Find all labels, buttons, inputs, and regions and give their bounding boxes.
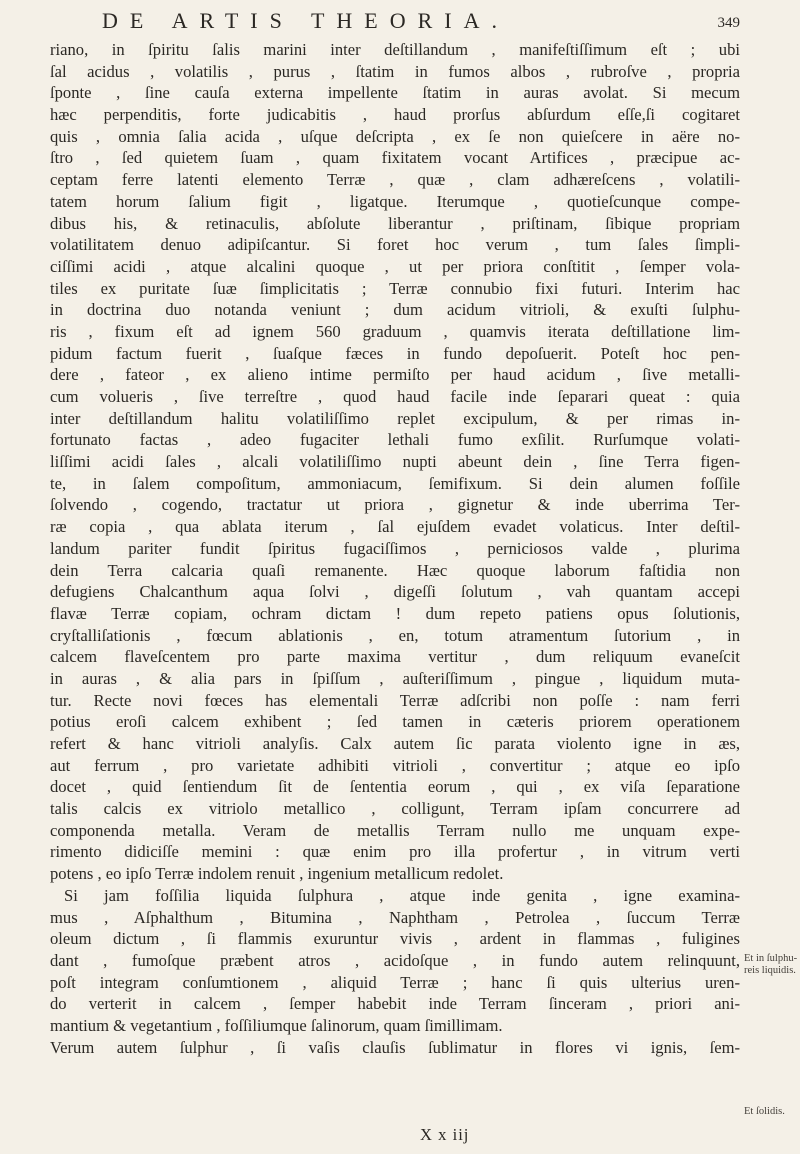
margin-note: Et ſolidis. — [744, 1106, 785, 1117]
text-line: in doctrina duo notanda veniunt ; dum acidum vitrioli, & exuſti ſulphu- — [50, 300, 740, 320]
text-line: dein Terra calcaria quaſi remanente. Hæc quoque laborum faſtidia non — [50, 560, 740, 580]
text-line: componenda metalla. Veram de metallis Terram nullo me unquam expe- — [50, 820, 740, 840]
text-line: cryſtalliſationis , fœcum ablationis , en, totum atramentum ſutorium , in — [50, 625, 740, 645]
page-header — [50, 6, 740, 40]
text-line: Si jam foſſilia liquida ſulphura , atque inde genita , igne examina- — [64, 885, 740, 905]
text-line: landum pariter fundit ſpiritus fugaciſſimos , perniciosos valde , plurima — [50, 538, 740, 558]
text-line: quis , omnia ſalia acida , uſque deſcripta , ex ſe non quieſcere in aëre no- — [50, 126, 740, 146]
text-line: ſolvendo , cogendo, tractatur ut priora , gignetur & inde uberrima Ter- — [50, 495, 740, 515]
text-line: oleum dictum , ſi flammis exuruntur vivis , ardent in flammas , fuligines — [50, 929, 740, 949]
text-line: dant , fumoſque præbent atros , acidoſque , in fundo autem relinquunt, — [50, 950, 740, 970]
text-line: mus , Aſphalthum , Bitumina , Naphtham , Petrolea , ſuccum Terræ — [50, 907, 740, 927]
signature-mark: X x iij — [420, 1125, 470, 1144]
text-line: flavæ Terræ copiam, ochram dictam ! dum repeto patiens opus ſolutionis, — [50, 603, 740, 623]
text-line: inter deſtillandum halitu volatiliſſimo replet excipulum, & per rimas in- — [50, 408, 740, 428]
text-line: poſt integram conſumtionem , aliquid Terræ ; hanc ſi quis ulterius uren- — [50, 972, 740, 992]
margin-note: Et in ſulphu-reis liquidis. — [744, 953, 798, 976]
text-line: aut ferrum , pro varietate adhibiti vitrioli , convertitur ; atque eo ipſo — [50, 755, 740, 775]
text-line: riano, in ſpiritu ſalis marini inter deſtillandum , manifeſtiſſimum eſt ; ubi — [50, 40, 740, 59]
text-line: tatem horum ſalium figit , ligatque. Iterumque , quotieſcunque compe- — [50, 191, 740, 211]
text-line: ſponte , ſine cauſa externa impellente ſtatim in auras avolat. Si mecum — [50, 83, 740, 103]
body-text — [50, 39, 740, 1058]
text-line: defugiens Chalcanthum aqua ſolvi , digeſſi ſolutum , vah quantam accepi — [50, 582, 740, 602]
text-line: dere , fateor , ex alieno intime permiſto per haud acidum , ſive metalli- — [50, 365, 740, 385]
text-line: ceptam ferre latenti elemento Terræ , quæ , clam adhæreſcens , volatili- — [50, 170, 740, 190]
text-line: docet , quid ſentiendum ſit de ſententia eorum , qui , ex viſa ſeparatione — [50, 777, 740, 797]
text-line: ſtro , ſed quietem ſuam , quam fixitatem vocant Artifices , præcipue ac- — [50, 148, 740, 168]
text-line: te, in ſalem compoſitum, ammoniacum, ſemifixum. Si dein alumen foſſile — [50, 473, 740, 493]
text-line: hæc perpenditis, forte judicabitis , haud prorſus abſurdum eſſe,ſi cogitaret — [50, 105, 740, 125]
text-line: Verum autem ſulphur , ſi vaſis clauſis ſublimatur in flores vi ignis, ſem- — [50, 1037, 740, 1057]
text-line: liſſimi acidi ſales , alcali volatiliſſimo nupti abeunt dein , ſine Terra figen- — [50, 452, 740, 472]
text-line: potens , eo ipſo Terræ indolem renuit , ingenium metallicum redolet. — [50, 864, 504, 884]
text-line: potius eroſi calcem exhibent ; ſed tamen in cæteris priorem operationem — [50, 712, 740, 732]
text-line: mantium & vegetantium , foſſiliumque ſalinorum, quam ſimillimam. — [50, 1015, 503, 1035]
text-line: dibus his, & retinaculis, abſolute liberantur , priſtinam, ſibique propriam — [50, 213, 740, 233]
text-line: ciſſimi acidi , atque alcalini quoque , ut per priora conſtitit , ſemper vola- — [50, 256, 740, 276]
text-line: ſal acidus , volatilis , purus , ſtatim in fumos albos , rubroſve , propria — [50, 61, 740, 81]
text-line: talis calcis ex vitriolo metallico , colligunt, Terram ipſam concurrere ad — [50, 799, 740, 819]
text-line: tur. Recte novi fœces has elementali Terræ adſcribi non poſſe : nam ferri — [50, 690, 740, 710]
text-line: in auras , & alia pars in ſpiſſum , auſteriſſimum , pingue , liquidum muta- — [50, 668, 740, 688]
text-line: fortunato factas , adeo fugaciter lethali fumo exſilit. Rurſumque volati- — [50, 430, 740, 450]
page-number: 349 — [717, 15, 740, 31]
text-line: rimento didiciſſe memini : quæ enim pro illa profertur , in vitrum verti — [50, 842, 740, 862]
text-line: do verterit in calcem , ſemper habebit inde Terram ſinceram , priori ani- — [50, 994, 740, 1014]
text-line: pidum factum fuerit , ſuaſque fæces in fundo depoſuerit. Poteſt hoc pen- — [50, 343, 740, 363]
text-line: tiles ex puritate ſuæ ſimplicitatis ; Terræ connubio fixi futuri. Interim hac — [50, 278, 740, 298]
text-line: ræ copia , qua ablata iterum , ſal ejuſdem evadet volaticus. Inter deſtil- — [50, 517, 740, 537]
text-line: ris , fixum eſt ad ignem 560 graduum , quamvis iterata deſtillatione lim- — [50, 321, 740, 341]
text-line: cum volueris , ſive terreſtre , quod haud facile inde ſeparari queat : quia — [50, 387, 740, 406]
running-title: DE ARTIS THEORIA. — [102, 8, 509, 33]
text-line: volatilitatem denuo adipiſcantur. Si foret hoc verum , tum ſales ſimpli- — [50, 235, 740, 255]
text-line: refert & hanc vitrioli analyſis. Calx autem ſic parata violento igne in æs, — [50, 734, 740, 753]
text-line: calcem flaveſcentem pro parte maxima vertitur , dum reliquum evaneſcit — [50, 647, 740, 667]
